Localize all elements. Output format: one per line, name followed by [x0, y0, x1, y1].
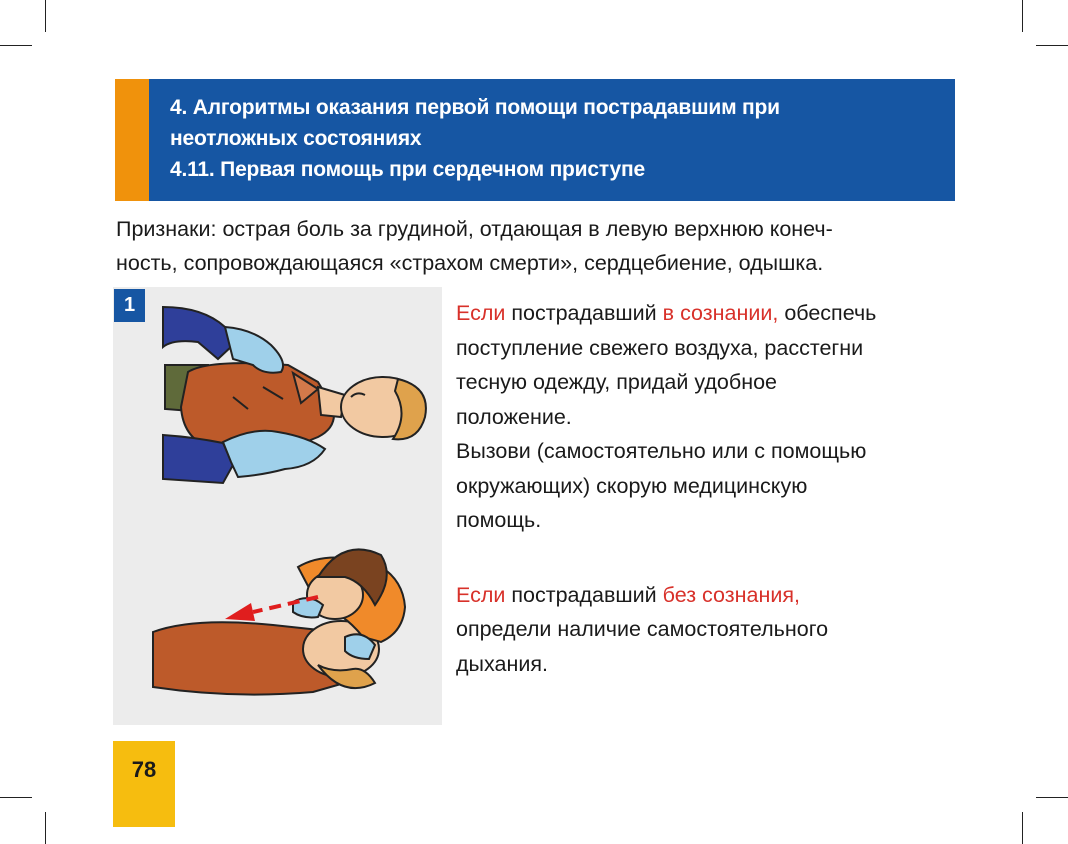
crop-mark [1022, 0, 1023, 32]
condition-keyword: Если [456, 582, 506, 607]
section-title-line1: 4. Алгоритмы оказания первой помощи пострадавшим при [170, 96, 780, 119]
symptoms-paragraph [116, 212, 966, 280]
symptoms-line2: ность, сопровождающаяся «страхом смерти», сердцебиение, одышка. [116, 251, 824, 275]
subsection-title: 4.11. Первая помощь при сердечном приступе [170, 158, 645, 181]
section-title-line2: неотложных состояниях [170, 127, 422, 150]
instruction-line: дыхания. [456, 651, 548, 676]
crop-mark [45, 812, 46, 844]
step-number-badge: 1 [114, 289, 145, 322]
instruction-text: пострадавший [505, 582, 663, 607]
instruction-line: Вызови (самостоятельно или с помощью [456, 439, 867, 463]
instruction-text: обеспечь [778, 301, 877, 325]
crop-mark [1036, 45, 1068, 46]
instruction-line: помощь. [456, 508, 542, 532]
spacer [456, 538, 956, 572]
instruction-line: положение. [456, 404, 572, 429]
condition-keyword: без сознания, [662, 582, 800, 607]
page-number: 78 [113, 741, 175, 827]
crop-mark [45, 0, 46, 32]
conscious-victim-illustration [163, 307, 426, 483]
crop-mark [0, 45, 32, 46]
header-accent-bar [115, 79, 149, 201]
instruction-line [456, 578, 956, 613]
instruction-line [456, 296, 956, 331]
instruction-line: определи наличие самостоятельного [456, 617, 829, 641]
section-title [170, 92, 940, 185]
instruction-line: тесную одежду, придай удобное [456, 370, 777, 394]
crop-mark [0, 797, 32, 798]
crop-mark [1036, 797, 1068, 798]
instructions [456, 296, 956, 681]
instruction-line: поступление свежего воздуха, расстегни [456, 335, 864, 360]
condition-keyword: в сознании, [662, 301, 779, 325]
first-aid-illustrations [113, 287, 442, 725]
instruction-line: окружающих) скорую медицинскую [456, 473, 808, 498]
unconscious-victim-illustration [153, 549, 405, 694]
crop-mark [1022, 812, 1023, 844]
symptoms-line1: Признаки: острая боль за грудиной, отдающая в левую верхнюю конеч- [116, 217, 833, 241]
instruction-text: пострадавший [505, 301, 663, 325]
condition-keyword: Если [456, 301, 506, 325]
